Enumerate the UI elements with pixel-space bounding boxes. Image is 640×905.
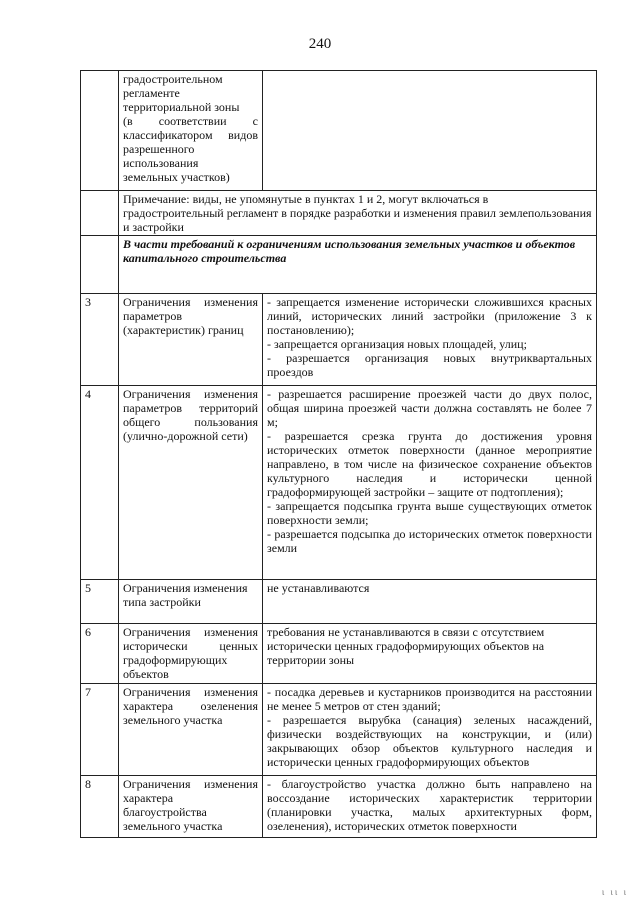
list-item: - запрещается подсыпка грунта выше существующих отметок поверхности земли;	[267, 499, 592, 527]
text-line: территориальной зоны	[123, 100, 240, 114]
list-item: требования не устанавливаются в связи с отсутствием исторически ценных градоформирующих объектов на территории зоны	[267, 625, 545, 667]
list-item: - разрешается подсыпка до исторических отметок поверхности земли	[267, 527, 592, 555]
row-title: Ограничения изменения исторически ценных градоформирующих объектов	[119, 624, 263, 684]
cell-num-empty	[81, 71, 119, 191]
table-row	[81, 580, 597, 624]
note-text: Примечание: виды, не упомянутые в пунктах 1 и 2, могут включаться в градостроительный регламент в порядке разработки и изменения правил землепользования и застройки	[119, 191, 597, 236]
list-item: не устанавливаются	[267, 581, 370, 595]
cell-num-empty	[81, 191, 119, 236]
page-number: 240	[308, 36, 332, 52]
row-title: Ограничения изменения характера благоустройства земельного участка	[119, 776, 263, 838]
row-content	[263, 684, 597, 776]
row-content	[263, 294, 597, 386]
row-number: 3	[81, 294, 119, 386]
text-line: классификатором видов	[123, 128, 258, 142]
row-title: Ограничения изменения параметров территорий общего пользования (улично-дорожной сети)	[119, 386, 263, 580]
section-heading: В части требований к ограничениям использования земельных участков и объектов капитального строительства	[119, 236, 597, 294]
text-line: использования	[123, 156, 199, 170]
list-item: - разрешается срезка грунта до достижения уровня исторических отметок поверхности (данное мероприятие направлено, в том числе на физическое сохранение объектов культурного наследия и исторически ценной градоформирующей застройки – защите от подтопления);	[267, 429, 592, 499]
row-content	[263, 776, 597, 838]
list-item: - запрещается организация новых площадей, улиц;	[267, 337, 527, 351]
requirements-table	[80, 70, 597, 838]
row-content	[263, 624, 597, 684]
list-item: - посадка деревьев и кустарников производится на расстоянии не менее 5 метров от стен зданий;	[267, 685, 592, 713]
text-line: земельных участков)	[123, 170, 230, 184]
table-row	[81, 624, 597, 684]
cell-content-empty	[263, 71, 597, 191]
cell-title-continuation	[119, 71, 263, 191]
table-row	[81, 776, 597, 838]
table-row-note	[81, 191, 597, 236]
table-row	[81, 294, 597, 386]
text-line: регламенте	[123, 86, 180, 100]
row-number: 6	[81, 624, 119, 684]
text-line: (в соответствии с	[123, 114, 258, 128]
row-number: 4	[81, 386, 119, 580]
table-row	[81, 684, 597, 776]
text-line: разрешенного	[123, 142, 195, 156]
row-content	[263, 580, 597, 624]
row-number: 7	[81, 684, 119, 776]
text-line: градостроительном	[123, 72, 223, 86]
list-item: - разрешается вырубка (санация) зеленых насаждений, физически воздействующих на конструкции, и (или) закрывающих обзор объектов культурного наследия и исторически ценных градоформирующих объектов	[267, 713, 592, 769]
row-content	[263, 386, 597, 580]
row-title: Ограничения изменения типа застройки	[119, 580, 263, 624]
table-row-section	[81, 236, 597, 294]
list-item: - запрещается изменение исторически сложившихся красных линий, исторических линий застройки (приложение 3 к постановлению);	[267, 295, 592, 337]
row-title: Ограничения изменения параметров (характеристик) границ	[119, 294, 263, 386]
list-item: - разрешается расширение проезжей части до двух полос, общая ширина проезжей части должна составлять не более 7 м;	[267, 387, 592, 429]
list-item: - разрешается организация новых внутриквартальных проездов	[267, 351, 592, 379]
cell-num-empty	[81, 236, 119, 294]
row-title: Ограничения изменения характера озеленения земельного участка	[119, 684, 263, 776]
scan-marks: ι ιι ι	[601, 887, 628, 897]
list-item: - благоустройство участка должно быть направлено на воссоздание исторических характеристик территории (планировки участка, малых архитектурных форм, озеленения), исторических отметок поверхности	[267, 777, 592, 833]
row-number: 5	[81, 580, 119, 624]
row-number: 8	[81, 776, 119, 838]
table-row-continuation	[81, 71, 597, 191]
table-row	[81, 386, 597, 580]
